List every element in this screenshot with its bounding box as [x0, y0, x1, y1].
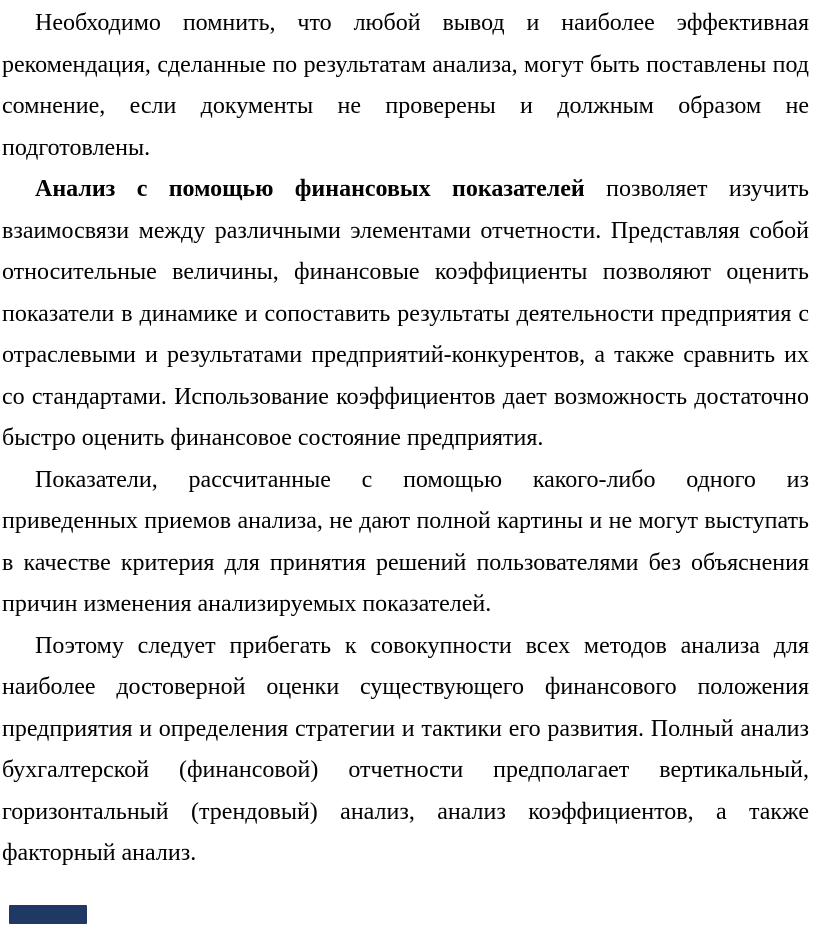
- text-run: сомнение, если документы не проверены и должным образом не: [2, 93, 809, 119]
- text-run: в качестве критерия для принятия решений пользователями без объяснения: [2, 549, 809, 576]
- paragraph-3: [2, 460, 809, 626]
- text-line: [2, 128, 809, 170]
- text-line: [2, 750, 809, 792]
- text-run: взаимосвязи между различными элементами отчетности. Представляя собой: [2, 217, 809, 244]
- text-run: Поэтому следует прибегать к совокупности всех методов анализа для: [35, 632, 809, 659]
- text-run: предприятия и определения стратегии и тактики его развития. Полный анализ: [2, 715, 809, 742]
- text-run: относительные величины, финансовые коэффициенты позволяют оценить: [2, 259, 809, 285]
- text-line: [2, 626, 809, 668]
- text-line: [2, 792, 809, 834]
- text-run: бухгалтерской (финансовой) отчетности предполагает вертикальный,: [2, 757, 809, 783]
- text-run: быстро оценить финансовое состояние предприятия.: [2, 425, 544, 451]
- footer-badge: [9, 905, 87, 924]
- paragraph-4: [2, 626, 809, 875]
- text-line: [2, 418, 809, 460]
- text-line: [2, 211, 809, 253]
- text-line: [2, 335, 809, 377]
- text-line: [2, 709, 809, 751]
- text-line: [2, 501, 809, 543]
- text-run: Показатели, рассчитанные с помощью какого-либо одного из: [35, 466, 809, 493]
- text-line: [2, 169, 809, 211]
- text-line: [2, 86, 809, 128]
- text-line: [2, 3, 809, 45]
- text-line: [2, 252, 809, 294]
- text-line: [2, 294, 809, 336]
- paragraph-1: [2, 3, 809, 169]
- text-line: [2, 460, 809, 502]
- text-run: позволяет изучить: [584, 176, 809, 202]
- text-run: горизонтальный (трендовый) анализ, анализ коэффициентов, а также: [2, 798, 809, 825]
- text-line: [2, 584, 809, 626]
- text-line: [2, 45, 809, 87]
- text-run: факторный анализ.: [2, 840, 197, 866]
- text-line: [2, 377, 809, 419]
- text-line: [2, 833, 809, 875]
- text-run: подготовлены.: [2, 134, 151, 161]
- text-line: [2, 667, 809, 709]
- text-run: причин изменения анализируемых показателей.: [2, 591, 492, 617]
- bold-text-run: Анализ с помощью финансовых показателей: [35, 176, 585, 202]
- text-run: показатели в динамике и сопоставить результаты деятельности предприятия с: [2, 300, 809, 327]
- text-run: приведенных приемов анализа, не дают полной картины и не могут выступать: [2, 508, 809, 534]
- text-run: наиболее достоверной оценки существующего финансового положения: [2, 674, 809, 700]
- text-run: со стандартами. Использование коэффициентов дает возможность достаточно: [2, 383, 809, 410]
- text-line: [2, 543, 809, 585]
- text-run: Необходимо помнить, что любой вывод и наиболее эффективная: [35, 10, 809, 36]
- text-run: отраслевыми и результатами предприятий-конкурентов, а также сравнить их: [2, 342, 809, 368]
- paragraph-2: [2, 169, 809, 460]
- text-run: рекомендация, сделанные по результатам анализа, могут быть поставлены под: [2, 51, 809, 78]
